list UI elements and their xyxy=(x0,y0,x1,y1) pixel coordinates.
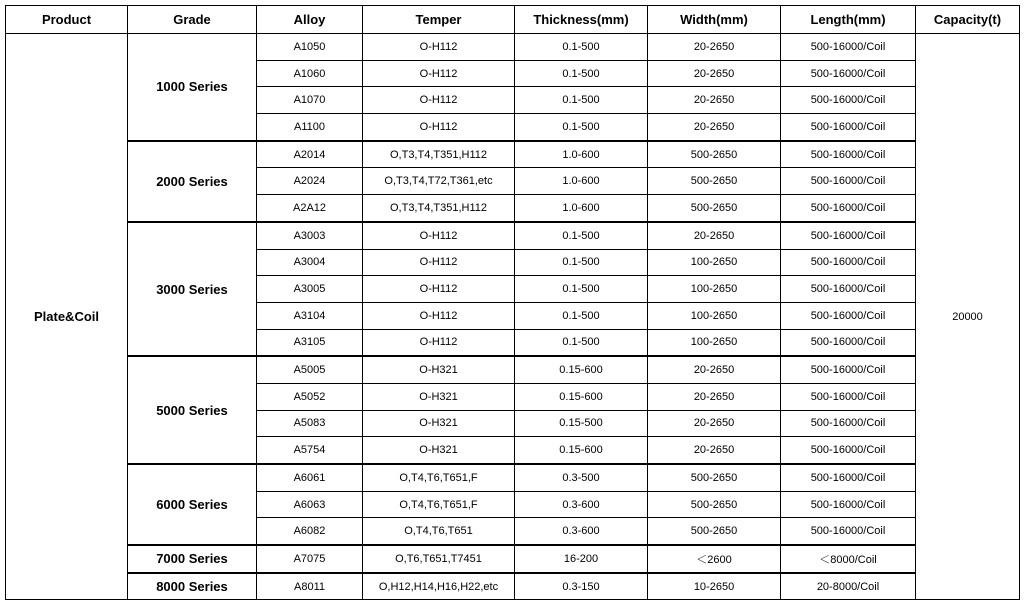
alloy-cell: A2024 xyxy=(257,168,363,195)
width-cell: 20-2650 xyxy=(648,87,781,114)
width-cell: ＜2600 xyxy=(648,545,781,573)
temper-cell: O-H321 xyxy=(363,437,515,464)
table-row xyxy=(6,34,1020,61)
header-temper: Temper xyxy=(363,6,515,34)
length-cell: ＜8000/Coil xyxy=(781,545,916,573)
table-row xyxy=(6,545,1020,573)
length-cell: 500-16000/Coil xyxy=(781,195,916,222)
alloy-cell: A7075 xyxy=(257,545,363,573)
table-row xyxy=(6,356,1020,383)
length-cell: 20-8000/Coil xyxy=(781,573,916,600)
alloy-cell: A3005 xyxy=(257,276,363,303)
alloy-cell: A1070 xyxy=(257,87,363,114)
thickness-cell: 0.1-500 xyxy=(515,34,648,61)
alloy-cell: A3104 xyxy=(257,302,363,329)
header-capacity: Capacity(t) xyxy=(916,6,1020,34)
alloy-cell: A6063 xyxy=(257,491,363,518)
thickness-cell: 0.3-600 xyxy=(515,491,648,518)
header-grade: Grade xyxy=(128,6,257,34)
length-cell: 500-16000/Coil xyxy=(781,87,916,114)
temper-cell: O-H112 xyxy=(363,114,515,141)
thickness-cell: 0.1-500 xyxy=(515,276,648,303)
length-cell: 500-16000/Coil xyxy=(781,464,916,491)
width-cell: 20-2650 xyxy=(648,222,781,249)
temper-cell: O-H112 xyxy=(363,34,515,61)
table-row xyxy=(6,573,1020,600)
width-cell: 20-2650 xyxy=(648,34,781,61)
width-cell: 500-2650 xyxy=(648,168,781,195)
length-cell: 500-16000/Coil xyxy=(781,249,916,276)
width-cell: 20-2650 xyxy=(648,356,781,383)
length-cell: 500-16000/Coil xyxy=(781,34,916,61)
length-cell: 500-16000/Coil xyxy=(781,410,916,437)
length-cell: 500-16000/Coil xyxy=(781,60,916,87)
length-cell: 500-16000/Coil xyxy=(781,383,916,410)
thickness-cell: 1.0-600 xyxy=(515,168,648,195)
thickness-cell: 0.15-500 xyxy=(515,410,648,437)
temper-cell: O,T3,T4,T351,H112 xyxy=(363,141,515,168)
width-cell: 500-2650 xyxy=(648,464,781,491)
width-cell: 10-2650 xyxy=(648,573,781,600)
temper-cell: O-H321 xyxy=(363,383,515,410)
length-cell: 500-16000/Coil xyxy=(781,114,916,141)
thickness-cell: 0.1-500 xyxy=(515,249,648,276)
temper-cell: O-H112 xyxy=(363,222,515,249)
alloy-cell: A8011 xyxy=(257,573,363,600)
product-cell: Plate&Coil xyxy=(6,34,128,600)
width-cell: 100-2650 xyxy=(648,329,781,356)
length-cell: 500-16000/Coil xyxy=(781,222,916,249)
temper-cell: O-H112 xyxy=(363,60,515,87)
thickness-cell: 1.0-600 xyxy=(515,195,648,222)
alloy-cell: A3003 xyxy=(257,222,363,249)
length-cell: 500-16000/Coil xyxy=(781,329,916,356)
alloy-cell: A3004 xyxy=(257,249,363,276)
alloy-spec-table xyxy=(5,5,1020,600)
grade-cell: 6000 Series xyxy=(128,464,257,545)
header-row xyxy=(6,6,1020,34)
alloy-cell: A1100 xyxy=(257,114,363,141)
table-row xyxy=(6,141,1020,168)
capacity-cell: 20000 xyxy=(916,34,1020,600)
temper-cell: O-H112 xyxy=(363,276,515,303)
thickness-cell: 0.3-150 xyxy=(515,573,648,600)
thickness-cell: 16-200 xyxy=(515,545,648,573)
thickness-cell: 0.15-600 xyxy=(515,356,648,383)
width-cell: 20-2650 xyxy=(648,114,781,141)
alloy-cell: A5052 xyxy=(257,383,363,410)
temper-cell: O,T4,T6,T651 xyxy=(363,518,515,545)
thickness-cell: 0.1-500 xyxy=(515,329,648,356)
alloy-cell: A5005 xyxy=(257,356,363,383)
grade-cell: 3000 Series xyxy=(128,222,257,356)
length-cell: 500-16000/Coil xyxy=(781,168,916,195)
width-cell: 500-2650 xyxy=(648,491,781,518)
grade-cell: 5000 Series xyxy=(128,356,257,464)
alloy-cell: A5754 xyxy=(257,437,363,464)
width-cell: 20-2650 xyxy=(648,437,781,464)
temper-cell: O,T6,T651,T7451 xyxy=(363,545,515,573)
alloy-cell: A5083 xyxy=(257,410,363,437)
grade-cell: 7000 Series xyxy=(128,545,257,573)
temper-cell: O,T4,T6,T651,F xyxy=(363,464,515,491)
temper-cell: O,H12,H14,H16,H22,etc xyxy=(363,573,515,600)
thickness-cell: 1.0-600 xyxy=(515,141,648,168)
length-cell: 500-16000/Coil xyxy=(781,491,916,518)
header-thickness: Thickness(mm) xyxy=(515,6,648,34)
alloy-cell: A1060 xyxy=(257,60,363,87)
length-cell: 500-16000/Coil xyxy=(781,276,916,303)
alloy-cell: A6061 xyxy=(257,464,363,491)
alloy-cell: A3105 xyxy=(257,329,363,356)
table-row xyxy=(6,222,1020,249)
alloy-cell: A2014 xyxy=(257,141,363,168)
temper-cell: O-H321 xyxy=(363,410,515,437)
header-product: Product xyxy=(6,6,128,34)
grade-cell: 2000 Series xyxy=(128,141,257,222)
temper-cell: O,T4,T6,T651,F xyxy=(363,491,515,518)
width-cell: 100-2650 xyxy=(648,302,781,329)
thickness-cell: 0.1-500 xyxy=(515,114,648,141)
header-alloy: Alloy xyxy=(257,6,363,34)
header-length: Length(mm) xyxy=(781,6,916,34)
width-cell: 20-2650 xyxy=(648,60,781,87)
width-cell: 500-2650 xyxy=(648,518,781,545)
alloy-cell: A1050 xyxy=(257,34,363,61)
thickness-cell: 0.15-600 xyxy=(515,437,648,464)
thickness-cell: 0.15-600 xyxy=(515,383,648,410)
temper-cell: O,T3,T4,T351,H112 xyxy=(363,195,515,222)
thickness-cell: 0.1-500 xyxy=(515,222,648,249)
width-cell: 20-2650 xyxy=(648,383,781,410)
length-cell: 500-16000/Coil xyxy=(781,437,916,464)
thickness-cell: 0.3-600 xyxy=(515,518,648,545)
temper-cell: O-H112 xyxy=(363,302,515,329)
temper-cell: O-H112 xyxy=(363,87,515,114)
thickness-cell: 0.1-500 xyxy=(515,302,648,329)
width-cell: 500-2650 xyxy=(648,141,781,168)
grade-cell: 8000 Series xyxy=(128,573,257,600)
width-cell: 100-2650 xyxy=(648,249,781,276)
thickness-cell: 0.3-500 xyxy=(515,464,648,491)
header-width: Width(mm) xyxy=(648,6,781,34)
length-cell: 500-16000/Coil xyxy=(781,141,916,168)
length-cell: 500-16000/Coil xyxy=(781,302,916,329)
width-cell: 500-2650 xyxy=(648,195,781,222)
temper-cell: O-H112 xyxy=(363,249,515,276)
temper-cell: O-H112 xyxy=(363,329,515,356)
length-cell: 500-16000/Coil xyxy=(781,518,916,545)
table-row xyxy=(6,464,1020,491)
thickness-cell: 0.1-500 xyxy=(515,87,648,114)
grade-cell: 1000 Series xyxy=(128,34,257,141)
temper-cell: O,T3,T4,T72,T361,etc xyxy=(363,168,515,195)
length-cell: 500-16000/Coil xyxy=(781,356,916,383)
alloy-cell: A2A12 xyxy=(257,195,363,222)
thickness-cell: 0.1-500 xyxy=(515,60,648,87)
table-body xyxy=(6,34,1020,600)
width-cell: 20-2650 xyxy=(648,410,781,437)
alloy-cell: A6082 xyxy=(257,518,363,545)
temper-cell: O-H321 xyxy=(363,356,515,383)
width-cell: 100-2650 xyxy=(648,276,781,303)
